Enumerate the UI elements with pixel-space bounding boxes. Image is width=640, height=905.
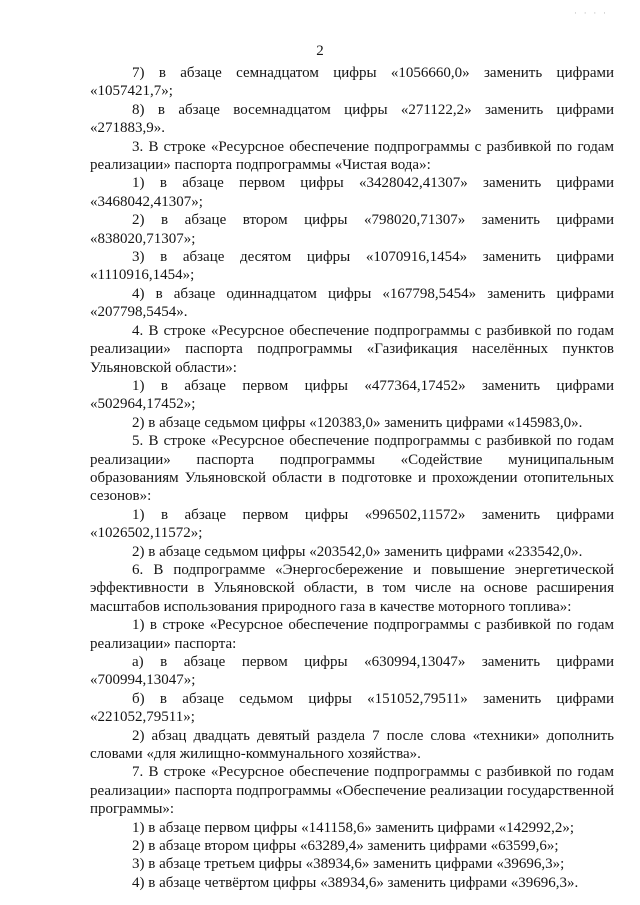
paragraph: 2) в абзаце втором цифры «63289,4» заменить цифрами «63599,6»;: [132, 838, 559, 855]
paragraph: 2) в абзаце седьмом цифры «120383,0» заменить цифрами «145983,0».: [132, 414, 583, 431]
paragraph: 2) абзац двадцать девятый раздела 7 после слова «техники» дополнить словами «для жилищно-коммунального хозяйства».: [90, 727, 614, 763]
paragraph: 2) в абзаце седьмом цифры «203542,0» заменить цифрами «233542,0».: [132, 543, 583, 560]
paragraph: 1) в абзаце первом цифры «996502,11572» заменить цифрами «1026502,11572»;: [90, 506, 614, 542]
document-body: [90, 64, 614, 892]
paragraph: 6. В подпрограмме «Энергосбережение и повышение энергетической эффективности в Ульяновской области, в том числе на основе расширения масштабов использования природного газа в качестве моторного топлива»:: [90, 561, 614, 615]
paragraph: 3. В строке «Ресурсное обеспечение подпрограммы с разбивкой по годам реализации» паспорта подпрограммы «Чистая вода»:: [90, 138, 614, 174]
paragraph: 8) в абзаце восемнадцатом цифры «271122,2» заменить цифрами «271883,9».: [90, 101, 614, 137]
paragraph: 3) в абзаце третьем цифры «38934,6» заменить цифрами «39696,3»;: [132, 856, 565, 873]
paragraph: 1) в абзаце первом цифры «141158,6» заменить цифрами «142992,2»;: [132, 819, 575, 836]
paragraph: 1) в абзаце первом цифры «3428042,41307» заменить цифрами «3468042,41307»;: [90, 175, 614, 210]
paragraph: 1) в строке «Ресурсное обеспечение подпрограммы с разбивкой по годам реализации» паспорта:: [90, 617, 614, 652]
paragraph: 1) в абзаце первом цифры «477364,17452» заменить цифрами «502964,17452»;: [90, 377, 614, 413]
paragraph: 2) в абзаце втором цифры «798020,71307» заменить цифрами «838020,71307»;: [90, 212, 614, 247]
paragraph: 5. В строке «Ресурсное обеспечение подпрограммы с разбивкой по годам реализации» паспорта подпрограммы «Содействие муниципальным образованиям Ульяновской области в подготовке и прохождении отопительных сезонов»:: [90, 433, 614, 505]
paragraph: б) в абзаце седьмом цифры «151052,79511» заменить цифрами «221052,79511»;: [90, 690, 614, 726]
page-number: 2: [316, 43, 324, 59]
scan-artifact: · · · ·: [573, 9, 608, 19]
paragraph: 4) в абзаце одиннадцатом цифры «167798,5454» заменить цифрами «207798,5454».: [90, 285, 614, 321]
paragraph: 7) в абзаце семнадцатом цифры «1056660,0» заменить цифрами «1057421,7»;: [90, 65, 614, 100]
paragraph: 3) в абзаце десятом цифры «1070916,1454» заменить цифрами «1110916,1454»;: [90, 249, 614, 284]
paragraph: а) в абзаце первом цифры «630994,13047» заменить цифрами «700994,13047»;: [90, 654, 614, 689]
paragraph: 4. В строке «Ресурсное обеспечение подпрограммы с разбивкой по годам реализации» паспорта подпрограммы «Газификация населённых пунктов Ульяновской области»:: [90, 322, 614, 376]
paragraph: 4) в абзаце четвёртом цифры «38934,6» заменить цифрами «39696,3».: [132, 874, 579, 891]
paragraph: 7. В строке «Ресурсное обеспечение подпрограммы с разбивкой по годам реализации» паспорта подпрограммы «Обеспечение реализации государственной программы»:: [90, 764, 614, 818]
